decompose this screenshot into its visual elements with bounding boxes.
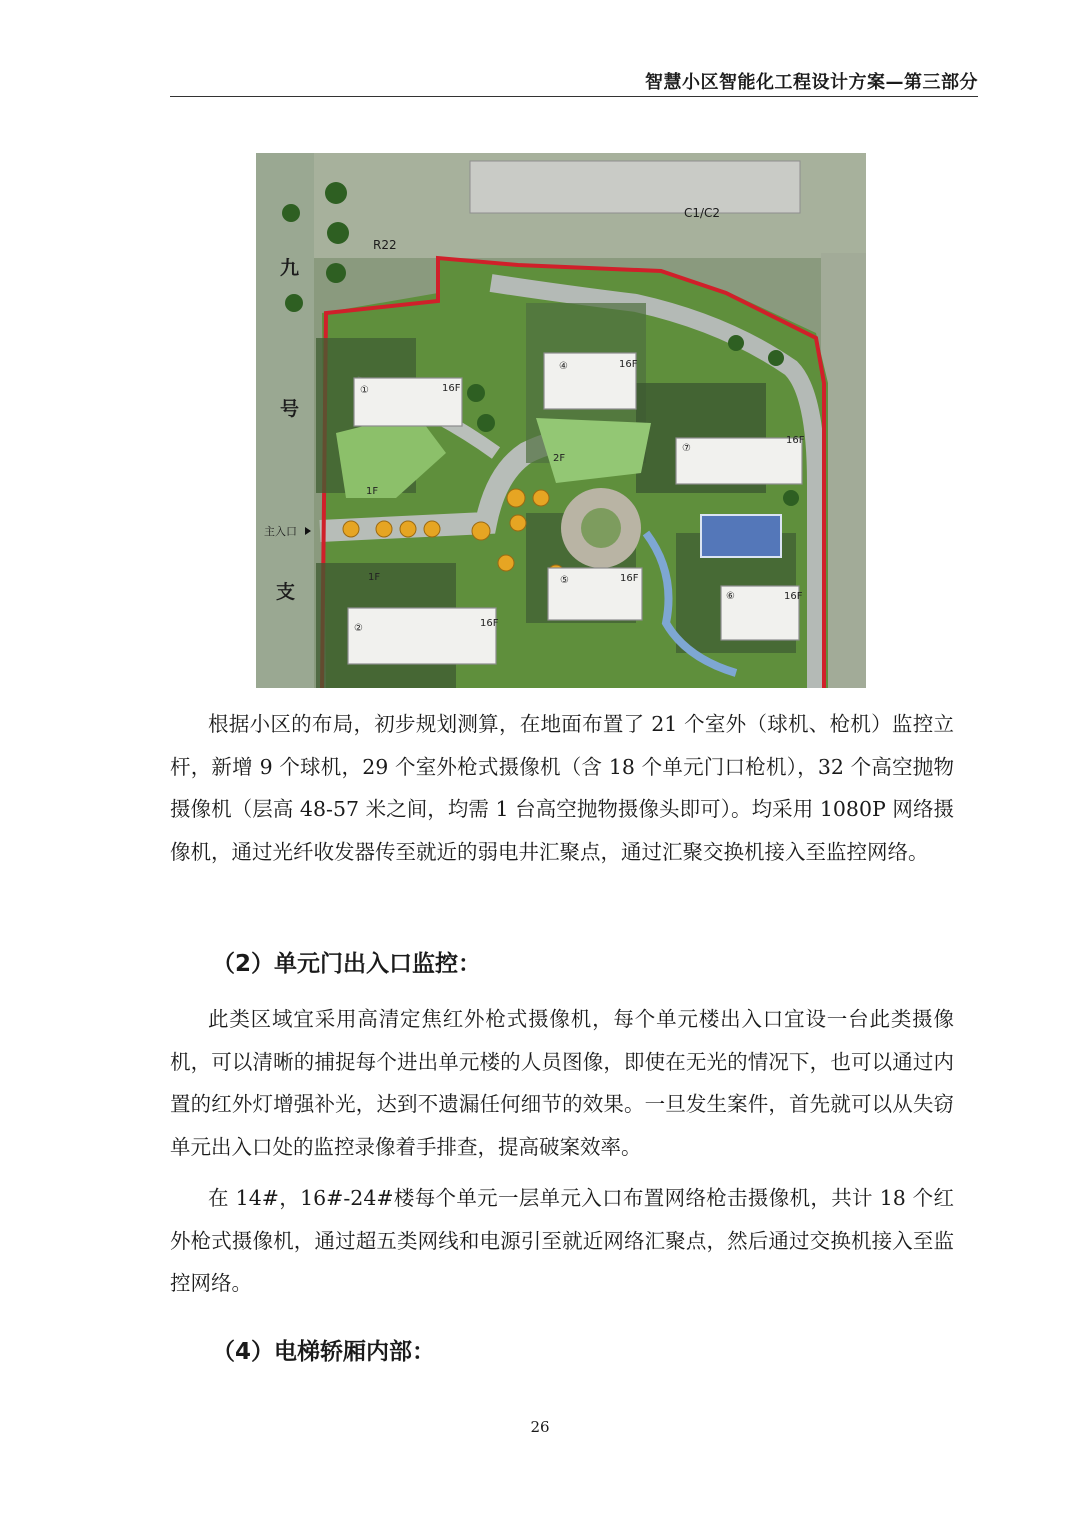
building-5-floors: 16F: [620, 573, 639, 584]
road-label-char-3: 支: [276, 581, 296, 603]
building-7-floors: 16F: [786, 435, 805, 446]
section-heading-4: （4）电梯轿厢内部：: [212, 1339, 436, 1365]
building-4-floors: 16F: [619, 359, 638, 370]
parcel-r-label: R22: [373, 238, 397, 252]
road-label-char-2: 号: [280, 398, 300, 420]
main-entrance-label: 主入口: [264, 525, 297, 538]
building-2-number: ②: [354, 623, 363, 634]
site-plan-figure: [256, 153, 866, 688]
body-paragraph-1: 根据小区的布局，初步规划测算，在地面布置了 21 个室外（球机、枪机）监控立杆，新增 9 个球机，29 个室外枪式摄像机（含 18 个单元门口枪机），32 个高空抛物摄像机（层高 48-57 米之间，均需 1 台高空抛物摄像头即可）。均采用 1080P 网络摄像机，通过光纤收发器传至就近的弱电井汇聚点，通过汇聚交换机接入至监控网络。: [170, 712, 954, 864]
building-2-floors: 16F: [480, 618, 499, 629]
site-plan-image: [256, 153, 866, 688]
building-6-floors: 16F: [784, 591, 803, 602]
building-5-number: ⑤: [560, 575, 569, 586]
parcel-c-label: C1/C2: [684, 206, 721, 220]
building-7-number: ⑦: [682, 443, 691, 454]
building-4-number: ④: [559, 361, 568, 372]
building-4-podium: 2F: [553, 453, 566, 464]
page-header: [170, 68, 978, 97]
building-6-number: ⑥: [726, 591, 735, 602]
body-paragraph-3: 在 14#，16#-24#楼每个单元一层单元入口布置网络枪击摄像机，共计 18 个红外枪式摄像机，通过超五类网线和电源引至就近网络汇聚点，然后通过交换机接入至监控网络。: [170, 1186, 954, 1295]
page-number: 26: [530, 1418, 550, 1436]
road-label-char-1: 九: [280, 257, 300, 279]
body-paragraph-2: 此类区域宜采用高清定焦红外枪式摄像机，每个单元楼出入口宜设一台此类摄像机，可以清晰的捕捉每个进出单元楼的人员图像，即使在无光的情况下，也可以通过内置的红外灯增强补光，达到不遗漏任何细节的效果。一旦发生案件，首先就可以从失窃单元出入口处的监控录像着手排查，提高破案效率。: [170, 1007, 954, 1159]
building-1-floors: 16F: [442, 383, 461, 394]
section-heading-2: （2）单元门出入口监控：: [212, 951, 482, 977]
header-title: 智慧小区智能化工程设计方案—第三部分: [645, 72, 978, 93]
building-1-number: ①: [360, 385, 369, 396]
building-2-podium: 1F: [368, 572, 381, 583]
building-1-podium: 1F: [366, 486, 379, 497]
